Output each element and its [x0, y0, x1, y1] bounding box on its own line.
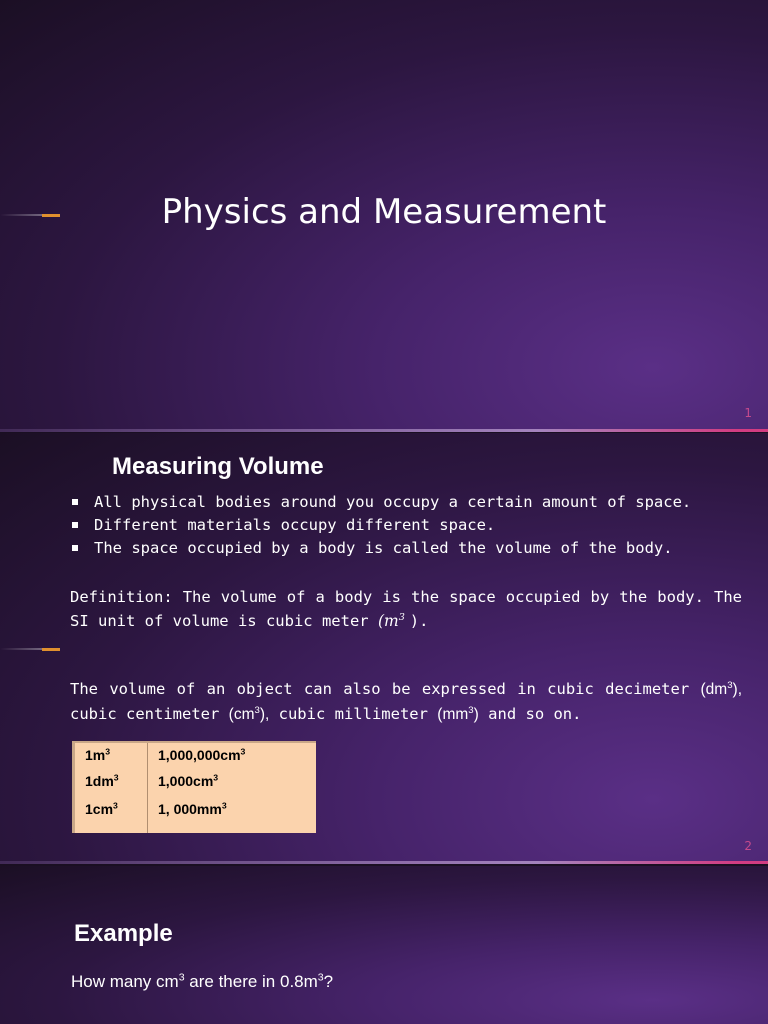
bullet-item: All physical bodies around you occupy a certain amount of space. — [70, 491, 750, 514]
slide-2 — [0, 433, 768, 864]
slide-1-title: Physics and Measurement — [161, 192, 607, 232]
accent-dash — [42, 648, 60, 651]
example-question: How many $cm^3$ are there in $0.8m^3$? — [71, 971, 334, 991]
slide-number: 1 — [744, 406, 752, 420]
table-cell: $1m^3$ — [85, 746, 111, 763]
slide-3-title: Example — [74, 920, 173, 947]
table-cell: $1cm^3$ — [85, 800, 118, 817]
bullet-list — [70, 491, 750, 560]
unit-cm3: $(cm^3)$, — [228, 704, 270, 723]
bullet-item: Different materials occupy different space. — [70, 514, 750, 537]
table-row — [75, 801, 316, 825]
volume-units-paragraph — [70, 677, 742, 727]
definition-paragraph — [70, 585, 742, 633]
definition-unit: ($m^3$ — [377, 611, 405, 630]
paragraph-text: and so on. — [488, 705, 582, 723]
table-cell: 1, $000mm^3$ — [158, 800, 227, 817]
slide-1 — [0, 0, 768, 432]
volume-conversion-table — [72, 741, 316, 833]
accent-line — [0, 648, 42, 650]
slide-number: 2 — [744, 839, 752, 853]
table-cell: $1,000,000cm^3$ — [158, 746, 246, 763]
table-row — [75, 747, 316, 771]
unit-mm3: $(mm^3)$ — [437, 704, 479, 723]
definition-end: ). — [409, 612, 429, 630]
definition-text: Definition: The volume of a body is the space occupied by the body. The SI unit of volume is cubic meter — [70, 588, 742, 630]
table-row — [75, 773, 316, 797]
slide-3 — [0, 866, 768, 1024]
paragraph-text: The volume of an object can also be expressed in cubic decimeter — [70, 680, 690, 698]
paragraph-text: cubic centimeter — [70, 705, 220, 723]
table-cell: $1,000cm^3$ — [158, 772, 219, 789]
slide-2-title: Measuring Volume — [112, 453, 324, 480]
slide-bottom-rule — [0, 429, 768, 432]
paragraph-text: cubic millimeter — [278, 705, 428, 723]
table-cell: $1dm^3$ — [85, 772, 119, 789]
bullet-item: The space occupied by a body is called the volume of the body. — [70, 537, 750, 560]
slide-bottom-rule — [0, 861, 768, 864]
unit-dm3: $(dm^3)$, — [700, 679, 742, 698]
